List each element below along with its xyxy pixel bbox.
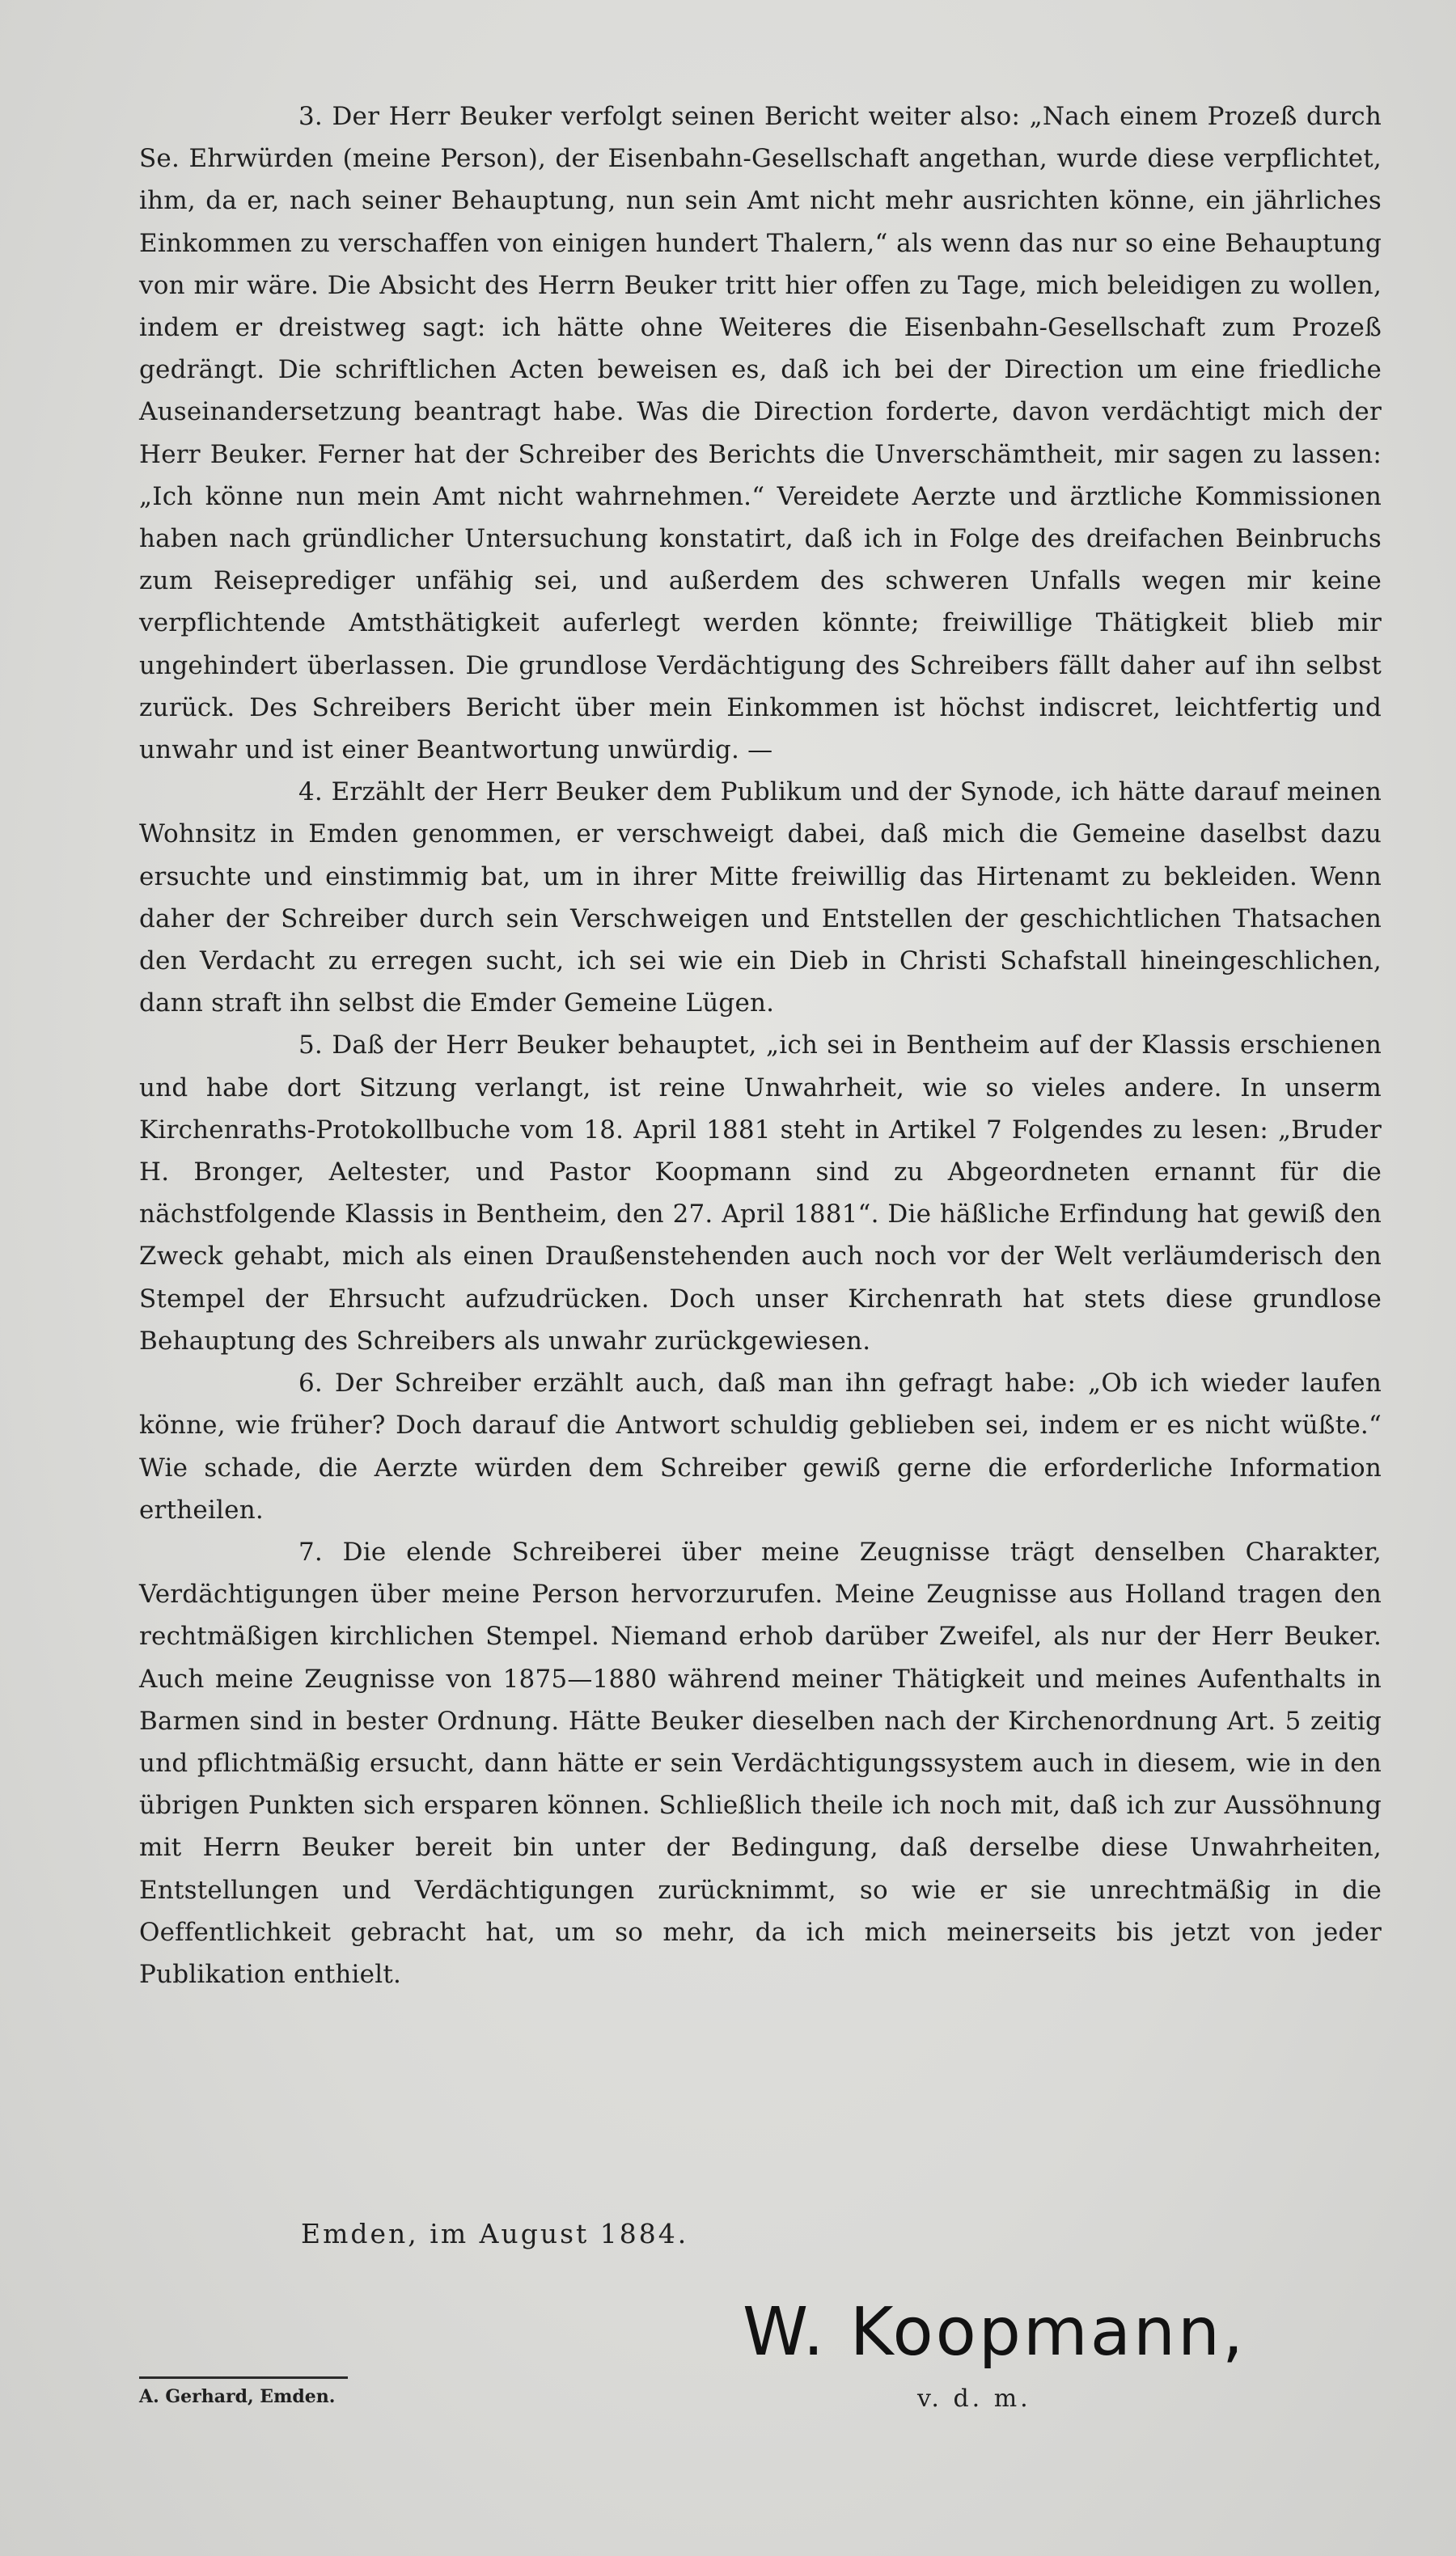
- place-date: Emden, im August 1884.: [301, 2218, 689, 2249]
- document-body: [139, 95, 1382, 1995]
- signature-title: v. d. m.: [917, 2385, 1031, 2413]
- paragraph-7: 7. Die elende Schreiberei über meine Zeugnisse trägt denselben Charakter, Verdächtigungen über meine Person hervorzurufen. Meine Zeugnisse aus Holland tragen den rechtmäßigen kirchlichen Stempel. Niemand erhob darüber Zweifel, als nur der Herr Beuker. Auch meine Zeugnisse von 1875—1880 während meiner Thätigkeit und meines Aufenthalts in Barmen sind in bester Ordnung. Hätte Beuker dieselben nach der Kirchenordnung Art. 5 zeitig und pflichtmäßig ersucht, dann hätte er sein Verdächtigungssystem auch in diesem, wie in den übrigen Punkten sich ersparen können. Schließlich theile ich noch mit, daß ich zur Aussöhnung mit Herrn Beuker bereit bin unter der Bedingung, daß derselbe diese Unwahrheiten, Entstellungen und Verdächtigungen zurücknimmt, so wie er sie unrechtmäßig in die Oeffentlichkeit gebracht hat, um so mehr, da ich mich meinerseits bis jetzt von jeder Publikation enthielt.: [139, 1537, 1382, 1989]
- paragraph-4: 4. Erzählt der Herr Beuker dem Publikum und der Synode, ich hätte darauf meinen Wohnsitz in Emden genommen, er verschweigt dabei, daß mich die Gemeine daselbst dazu ersuchte und einstimmig bat, um in ihrer Mitte freiwillig das Hirtenamt zu bekleiden. Wenn daher der Schreiber durch sein Verschweigen und Entstellen der geschichtlichen Thatsachen den Verdacht zu erregen sucht, ich sei wie ein Dieb in Christi Schafstall hineingeschlichen, dann straft ihn selbst die Emder Gemeine Lügen.: [139, 777, 1382, 1018]
- paragraph-6: 6. Der Schreiber erzählt auch, daß man ihn gefragt habe: „Ob ich wieder laufen könne, wie früher? Doch darauf die Antwort schuldig geblieben sei, indem er es nicht wüßte.“ Wie schade, die Aerzte würden dem Schreiber gewiß gerne die erforderliche Information ertheilen.: [139, 1369, 1382, 1525]
- printer-imprint: A. Gerhard, Emden.: [139, 2386, 336, 2407]
- paragraph-5: 5. Daß der Herr Beuker behauptet, „ich sei in Bentheim auf der Klassis erschienen und habe dort Sitzung verlangt, ist reine Unwahrheit, wie so vieles andere. In unserm Kirchenraths-Protokollbuche vom 18. April 1881 steht in Artikel 7 Folgendes zu lesen: „Bruder H. Bronger, Aeltester, und Pastor Koopmann sind zu Abgeordneten ernannt für die nächstfolgende Klassis in Bentheim, den 27. April 1881“. Die häßliche Erfindung hat gewiß den Zweck gehabt, mich als einen Draußenstehenden auch noch vor der Welt verläumderisch den Stempel der Ehrsucht aufzudrücken. Doch unser Kirchenrath hat stets diese grundlose Behauptung des Schreibers als unwahr zurückgewiesen.: [139, 1030, 1382, 1356]
- signature: W. Koopmann,: [743, 2294, 1246, 2371]
- paragraph-3: 3. Der Herr Beuker verfolgt seinen Bericht weiter also: „Nach einem Prozeß durch Se. Ehrwürden (meine Person), der Eisenbahn-Gesellschaft angethan, wurde diese verpflichtet, ihm, da er, nach seiner Behauptung, nun sein Amt nicht mehr ausrichten könne, ein jährliches Einkommen zu verschaffen von einigen hundert Thalern,“ als wenn das nur so eine Behauptung von mir wäre. Die Absicht des Herrn Beuker tritt hier offen zu Tage, mich beleidigen zu wollen, indem er dreistweg sagt: ich hätte ohne Weiteres die Eisenbahn-Gesellschaft zum Prozeß gedrängt. Die schriftlichen Acten beweisen es, daß ich bei der Direction um eine friedliche Auseinandersetzung beantragt habe. Was die Direction forderte, davon verdächtigt mich der Herr Beuker. Ferner hat der Schreiber des Berichts die Unverschämtheit, mir sagen zu lassen: „Ich könne nun mein Amt nicht wahrnehmen.“ Vereidete Aerzte und ärztliche Kommissionen haben nach gründlicher Untersuchung konstatirt, daß ich in Folge des dreifachen Beinbruchs zum Reiseprediger unfähig sei, und außerdem des schweren Unfalls wegen mir keine verpflichtende Amtsthätigkeit auferlegt werden könnte; freiwillige Thätigkeit blieb mir ungehindert überlassen. Die grundlose Verdächtigung des Schreibers fällt daher auf ihn selbst zurück. Des Schreibers Bericht über mein Einkommen ist höchst indiscret, leichtfertig und unwahr und ist einer Beantwortung unwürdig. —: [139, 102, 1382, 765]
- printer-divider: [139, 2376, 348, 2379]
